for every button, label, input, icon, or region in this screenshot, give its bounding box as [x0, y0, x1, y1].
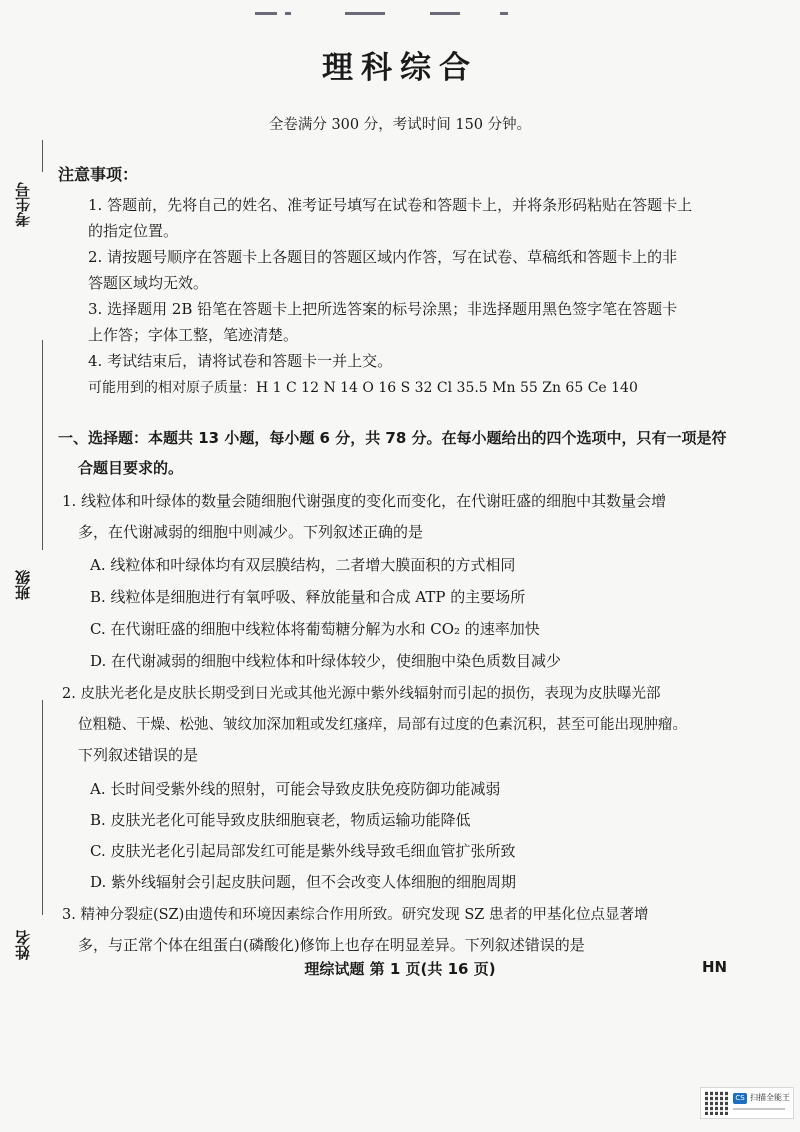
question-1-stem: 多，在代谢减弱的细胞中则减少。下列叙述正确的是 — [78, 523, 424, 541]
scanner-divider — [733, 1108, 785, 1110]
side-divider — [42, 140, 43, 172]
notice-line: 2. 请按题号顺序在答题卡上各题目的答题区域内作答，写在试卷、草稿纸和答题卡上的非 — [88, 248, 678, 266]
atomic-mass-line: 可能用到的相对原子质量：H 1 C 12 N 14 O 16 S 32 Cl 35.5 Mn 55 Zn 65 Ce 140 — [88, 380, 638, 396]
side-divider — [42, 340, 43, 550]
side-label-exam-number: 考生号 — [14, 182, 32, 228]
notice-line: 4. 考试结束后，请将试卷和答题卡一并上交。 — [88, 352, 393, 370]
side-divider — [42, 700, 43, 915]
question-2-option-b: B. 皮肤光老化可能导致皮肤细胞衰老，物质运输功能降低 — [90, 811, 471, 829]
notice-line: 的指定位置。 — [88, 222, 179, 240]
notice-heading: 注意事项： — [58, 165, 139, 184]
qr-code-icon — [705, 1091, 729, 1115]
page-title: 理科综合 — [322, 50, 478, 86]
scanner-app-name: 扫描全能王 — [750, 1093, 790, 1102]
section-heading-cont: 合题目要求的。 — [78, 459, 184, 477]
page-footer: 理综试题 第 1 页(共 16 页) — [304, 960, 496, 978]
notice-line: 答题区域均无效。 — [88, 274, 209, 292]
region-code: HN — [702, 958, 728, 976]
exam-info: 全卷满分 300 分，考试时间 150 分钟。 — [268, 117, 532, 133]
question-1-option-d: D. 在代谢减弱的细胞中线粒体和叶绿体较少，使细胞中染色质数目减少 — [90, 652, 562, 670]
question-1-stem: 1. 线粒体和叶绿体的数量会随细胞代谢强度的变化而变化，在代谢旺盛的细胞中其数量会增 — [62, 492, 667, 510]
question-1-option-b: B. 线粒体是细胞进行有氧呼吸、释放能量和合成 ATP 的主要场所 — [90, 588, 526, 606]
side-label-class: 班级 — [14, 570, 32, 600]
question-2-stem: 位粗糙、干燥、松弛、皱纹加深加粗或发红瘙痒，局部有过度的色素沉积，甚至可能出现肿瘤。 — [78, 717, 687, 733]
question-2-option-d: D. 紫外线辐射会引起皮肤问题，但不会改变人体细胞的细胞周期 — [90, 873, 517, 891]
question-1-option-a: A. 线粒体和叶绿体均有双层膜结构，二者增大膜面积的方式相同 — [90, 556, 516, 574]
question-2-stem: 2. 皮肤光老化是皮肤长期受到日光或其他光源中紫外线辐射而引起的损伤，表现为皮肤曝光部 — [62, 686, 661, 702]
scanner-watermark — [700, 1087, 794, 1119]
question-2-option-a: A. 长时间受紫外线的照射，可能会导致皮肤免疫防御功能减弱 — [90, 780, 501, 798]
question-3-stem: 多，与正常个体在组蛋白(磷酸化)修饰上也存在明显差异。下列叙述错误的是 — [78, 936, 585, 954]
question-1-option-c: C. 在代谢旺盛的细胞中线粒体将葡萄糖分解为水和 CO₂ 的速率加快 — [90, 620, 540, 638]
section-heading: 一、选择题：本题共 13 小题，每小题 6 分，共 78 分。在每小题给出的四个选项中，只有一项是符 — [58, 429, 727, 447]
notice-line: 3. 选择题用 2B 铅笔在答题卡上把所选答案的标号涂黑；非选择题用黑色签字笔在答题卡 — [88, 300, 678, 318]
side-label-name: 姓名 — [14, 930, 32, 960]
question-2-option-c: C. 皮肤光老化引起局部发红可能是紫外线导致毛细血管扩张所致 — [90, 842, 516, 860]
camscanner-logo-icon: CS — [733, 1093, 747, 1104]
question-3-stem: 3. 精神分裂症(SZ)由遗传和环境因素综合作用所致。研究发现 SZ 患者的甲基化位点显著增 — [62, 907, 649, 923]
notice-line: 上作答；字体工整，笔迹清楚。 — [88, 326, 299, 344]
notice-line: 1. 答题前，先将自己的姓名、准考证号填写在试卷和答题卡上，并将条形码粘贴在答题卡上 — [88, 196, 693, 214]
top-scan-marks — [255, 8, 535, 20]
question-2-stem: 下列叙述错误的是 — [78, 746, 199, 764]
